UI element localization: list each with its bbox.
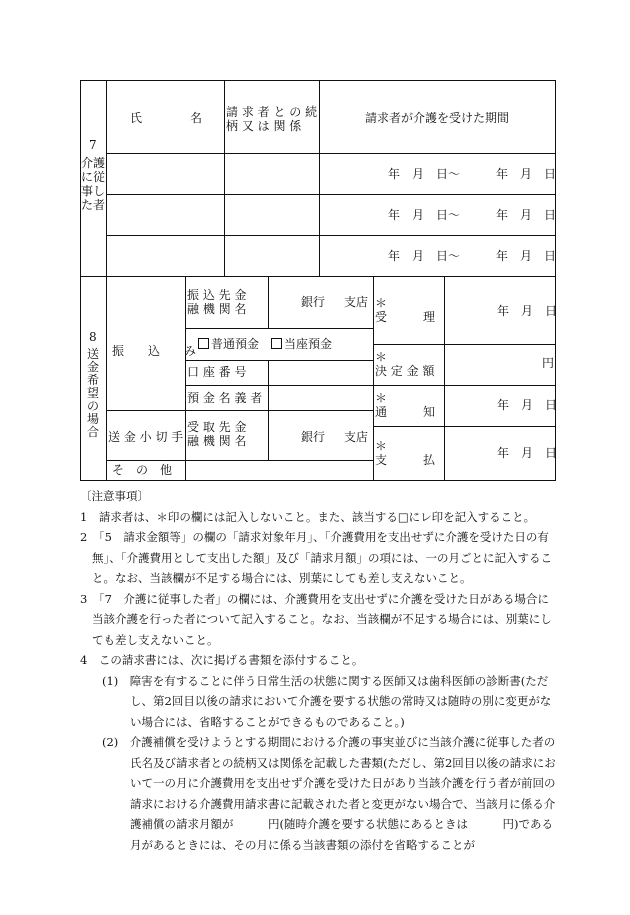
tsuchi-date: 年 月 日 — [497, 398, 558, 412]
s7-header-line — [106, 153, 555, 154]
s7-title: 介護 に従 事し た者 — [80, 156, 105, 212]
toza-option[interactable] — [271, 337, 332, 351]
s7-row3-period: 年 月 日〜 年 月 日 — [388, 249, 557, 263]
s8-right-line-3 — [373, 426, 555, 427]
tsuchi-label: 通 知 — [375, 405, 436, 419]
note-4: 4 この請求書には、次に掲げる書類を添付すること。 — [80, 653, 364, 667]
uketsuke-date: 年 月 日 — [497, 304, 558, 318]
kettei-label: 決 定 金 額 — [375, 364, 435, 378]
sonota-label: そ の 他 — [112, 463, 173, 477]
s8-title: 送 金 希 望 の 場 合 — [86, 347, 99, 439]
meigi-label: 預 金 名 義 者 — [187, 391, 263, 405]
notes-header: 〔注意事項〕 — [80, 489, 149, 503]
note-3: 3 「7 介護に従事した者」の欄には、介護費用を支出せずに介護を受けた日がある場合に当該介護を行った者について記入すること。なお、当該欄が不足する場合には、別葉にしても差し支えないこと。 — [80, 591, 552, 647]
s7-row2-period: 年 月 日〜 年 月 日 — [388, 208, 557, 222]
s7-row1-period: 年 月 日〜 年 月 日 — [388, 167, 557, 181]
furikomi-bank-label: 振 込 先 金 融 機 関 名 — [187, 288, 247, 316]
s8-right-line-2 — [373, 385, 555, 386]
s7-row2-line — [106, 235, 555, 236]
note-4-1: (1) 障害を有することに伴う日常生活の状態に関する医師又は歯科医師の診断書(ただし、第2回目以後の請求において介護を要する状態の常時又は随時の別に変更がない場合には、省略することができるものであること。) — [102, 673, 552, 729]
s8-col-b-mid — [268, 360, 269, 414]
s8-right-line-1 — [373, 344, 555, 345]
star-mark: ＊ — [375, 296, 388, 310]
note-4-2: (2) 介護補償を受けようとする期間における介護の事実並びに当該介護に従事した者の氏名及び請求者との続柄又は関係を記載した書類(ただし、第2回目以後の請求において一の月に介護費用を支出せず介護を受けた日があり当該介護を行う者が前回の請求における介護費用請求書に記載された者と変更がない場合で、当該月に係る介護補償の請求月額が 円(随時介護を要する状態にあるときは 円)である月があるときには、その月に係る当該書類の添付を省略することが — [102, 735, 556, 852]
toza-checkbox[interactable] — [271, 338, 282, 349]
shiharai-date: 年 月 日 — [497, 446, 558, 460]
kogitte-branch-suffix: 支店 — [344, 430, 369, 444]
s8-number: 8 — [89, 330, 97, 344]
table-border-bottom — [80, 480, 556, 481]
s8-line-5 — [106, 460, 373, 461]
koza-label: 口 座 番 号 — [187, 365, 247, 379]
yen-unit: 円 — [542, 356, 555, 370]
furikomi-bank-suffix: 銀行 — [301, 295, 326, 309]
s8-line-2 — [185, 360, 373, 361]
s8-col-c — [373, 276, 374, 480]
s7-col-period-header: 請求者が介護を受けた期間 — [365, 111, 510, 125]
furikomi-label: 振 込 み — [112, 344, 197, 358]
s8-line-1 — [185, 328, 373, 329]
star-mark: ＊ — [375, 439, 388, 453]
notes-section — [80, 486, 556, 855]
s8-line-4 — [106, 410, 373, 411]
star-mark: ＊ — [375, 350, 388, 364]
s8-line-3 — [185, 385, 373, 386]
label-col-divider — [106, 80, 107, 480]
note-1: 1 請求者は、＊印の欄には記入しないこと。また、該当する□にレ印を記入すること。 — [80, 509, 536, 524]
s7-col-name-header: 氏 名 — [130, 111, 203, 125]
star-mark: ＊ — [375, 391, 388, 405]
furikomi-branch-suffix: 支店 — [344, 295, 369, 309]
table-border-top — [80, 80, 555, 81]
futsu-checkbox[interactable] — [198, 338, 209, 349]
s7-col-relation-header: 請 求 者 と の 続 柄 又 は 関 係 — [226, 105, 318, 133]
table-border-right — [555, 80, 556, 480]
shiharai-label: 支 払 — [375, 453, 436, 467]
claim-form-table — [80, 80, 558, 480]
uketsuke-label: 受 理 — [375, 310, 436, 324]
futsu-label: 普通預金 — [211, 337, 260, 351]
s8-col-d — [444, 276, 445, 480]
kogitte-bank-label: 受 取 先 金 融 機 関 名 — [187, 420, 247, 448]
s7-row1-line — [106, 194, 555, 195]
kogitte-bank-suffix: 銀行 — [301, 430, 326, 444]
toza-label: 当座預金 — [284, 337, 333, 351]
futsu-option[interactable] — [198, 337, 259, 351]
kogitte-label: 送 金 小 切 手 — [108, 430, 184, 444]
s7-number: 7 — [89, 138, 97, 152]
s8-col-a — [185, 276, 186, 480]
section-divider — [80, 276, 555, 277]
note-2: 2 「5 請求金額等」の欄の「請求対象年月」、「介護費用を支出せずに介護を受けた日の有無」、「介護費用として支出した額」及び「請求月額」の項には、一の月ごとに記入すること。なお、当該欄が不足する場合には、別葉にしても差し支えないこと。 — [80, 530, 552, 585]
